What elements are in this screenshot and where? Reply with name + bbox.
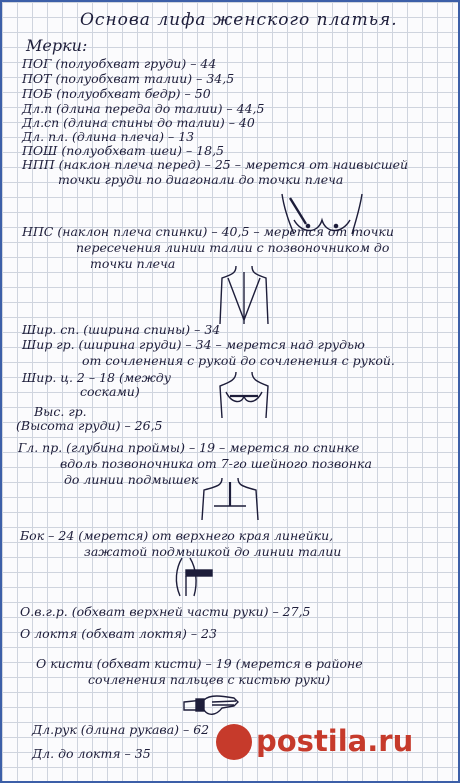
page-title: Основа лифа женского платья. xyxy=(80,10,398,30)
measurement-npp: НПП (наклон плеча перед) – 25 – мерется от наивысшей xyxy=(22,157,409,172)
measurements-heading: Мерки: xyxy=(26,36,88,55)
side-torso-sketch-icon xyxy=(168,556,216,598)
measurement-posh: ПОШ (полуобхват шеи) – 18,5 xyxy=(22,143,225,158)
measurement-dlsp: Дл.сп (длина спины до талии) – 40 xyxy=(22,115,255,130)
measurement-shsp: Шир. сп. (ширина спины) – 34 xyxy=(22,322,221,337)
measurement-gl: Гл. пр. (глубина проймы) – 19 – мерется по спинке xyxy=(18,440,360,455)
measurement-nps: НПС (наклон плеча спинки) – 40,5 – мерется от точки xyxy=(22,224,394,239)
measurement-dlruk: Дл.рук (длина рукава) – 62 xyxy=(32,722,210,737)
measurement-vys: (Высота груди) – 26,5 xyxy=(16,418,163,433)
back-torso-sketch-icon xyxy=(214,264,274,328)
measurement-shgr-note: от сочленения с рукой до сочленения с рукой. xyxy=(82,353,395,368)
measurement-bok-note: зажатой подмышкой до линии талии xyxy=(84,544,342,559)
measurement-dlp: Дл.п (длина переда до талии) – 44,5 xyxy=(22,101,265,116)
back-shoulders-sketch-icon xyxy=(198,476,262,522)
measurement-shir-c: Шир. ц. 2 – 18 (между xyxy=(22,370,171,385)
measurement-dldo: Дл. до локтя – 35 xyxy=(32,746,151,761)
measurement-ovr: О.в.г.р. (обхват верхней части руки) – 27,5 xyxy=(20,604,311,619)
chest-bust-sketch-icon xyxy=(216,370,272,422)
measurement-gl-note-2: до линии подмышек xyxy=(64,472,199,487)
measurement-gl-note: вдоль позвоночника от 7-го шейного позвонка xyxy=(60,456,372,471)
hand-sketch-icon xyxy=(182,690,242,722)
measurement-npp-note: точки груди по диагонали до точки плеча xyxy=(58,172,344,187)
measurement-okis-note: сочленения пальцев с кистью руки) xyxy=(88,672,331,687)
measurement-pog: ПОГ (полуобхват груди) – 44 xyxy=(22,56,217,71)
measurement-shgr: Шир гр. (ширина груди) – 34 – мерется над грудью xyxy=(22,337,365,352)
measurement-shir-c-note: сосками) xyxy=(80,384,140,399)
measurement-nps-note-2: точки плеча xyxy=(90,256,176,271)
measurement-bok: Бок – 24 (мерется) от верхнего края линейки, xyxy=(20,528,334,543)
measurement-dlpl: Дл. пл. (длина плеча) – 13 xyxy=(22,129,195,144)
measurement-olok: О локтя (обхват локтя) – 23 xyxy=(20,626,217,641)
measurement-okis: О кисти (обхват кисти) – 19 (мерется в районе xyxy=(36,656,363,671)
measurement-nps-note: пересечения линии талии с позвоночником до xyxy=(76,240,390,255)
measurement-pob: ПОБ (полуобхват бедр) – 50 xyxy=(22,86,211,101)
watermark: postila.ru xyxy=(256,724,414,758)
measurement-pot: ПОТ (полуобхват талии) – 34,5 xyxy=(22,71,235,86)
measurement-vys-label: Выс. гр. xyxy=(34,404,87,419)
postila-logo-icon xyxy=(216,724,252,760)
